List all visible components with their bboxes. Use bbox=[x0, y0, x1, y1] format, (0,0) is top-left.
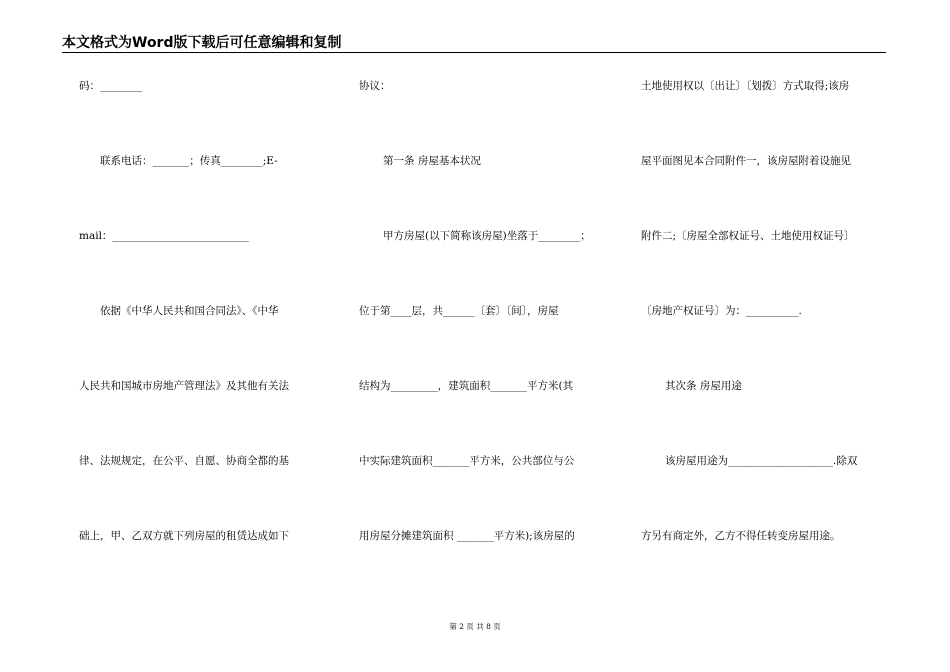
col1-line-1: 码：________ bbox=[79, 80, 142, 92]
col2-line-2 bbox=[359, 154, 481, 168]
col2-line-3-text: 甲方房屋(以下简称该房屋)坐落于________； bbox=[383, 230, 591, 242]
col2-line-1: 协议： bbox=[359, 80, 391, 92]
col1-line-4-text: 依据《中华人民共和国合同法》、《中华 bbox=[100, 305, 279, 317]
col2-line-4: 位于第____层，共______〔套〕〔间〕，房屋 bbox=[359, 305, 559, 317]
col3-line-3: 附件二;〔房屋全部权证号、土地使用权证号〕 bbox=[641, 230, 855, 242]
col3-line-4: 〔房地产权证号〕为：__________. bbox=[641, 305, 802, 317]
col1-line-2-text: 联系电话：_______；传真________;E- bbox=[100, 155, 278, 167]
col3-line-7: 方另有商定外，乙方不得任转变房屋用途。 bbox=[641, 530, 841, 542]
col3-line-5 bbox=[641, 379, 742, 393]
col1-line-6: 律、法规规定，在公平、自愿、协商全都的基 bbox=[79, 455, 289, 467]
col1-line-2 bbox=[79, 154, 278, 168]
col3-line-6-text: 该房屋用途为____________________.除双 bbox=[665, 455, 858, 467]
col2-line-3 bbox=[359, 229, 591, 243]
col2-line-7: 用房屋分摊建筑面积 _______平方米);该房屋的 bbox=[359, 530, 575, 542]
col1-line-7: 础上，甲、乙双方就下列房屋的租赁达成如下 bbox=[79, 530, 289, 542]
col3-line-2: 屋平面图见本合同附件一，该房屋附着设施见 bbox=[641, 155, 851, 167]
col1-line-5: 人民共和国城市房地产管理法》及其他有关法 bbox=[79, 380, 289, 392]
col3-line-6 bbox=[641, 454, 857, 468]
col2-line-6: 中实际建筑面积_______平方米，公共部位与公 bbox=[359, 455, 575, 467]
col1-line-4 bbox=[79, 304, 279, 318]
col3-line-1: 土地使用权以〔出让〕〔划拨〕方式取得;该房 bbox=[641, 80, 850, 92]
col2-line-2-text: 第一条 房屋基本状况 bbox=[383, 155, 481, 167]
col3-line-5-text: 其次条 房屋用途 bbox=[665, 380, 742, 392]
page-number: 第 2 页 共 8 页 bbox=[449, 622, 501, 631]
col1-line-3: mail：__________________________ bbox=[79, 230, 249, 242]
document-header-title: 本文格式为Word版下载后可任意编辑和复制 bbox=[62, 35, 342, 51]
header-divider bbox=[62, 52, 886, 53]
col2-line-5: 结构为_________，建筑面积_______平方米(其 bbox=[359, 380, 574, 392]
